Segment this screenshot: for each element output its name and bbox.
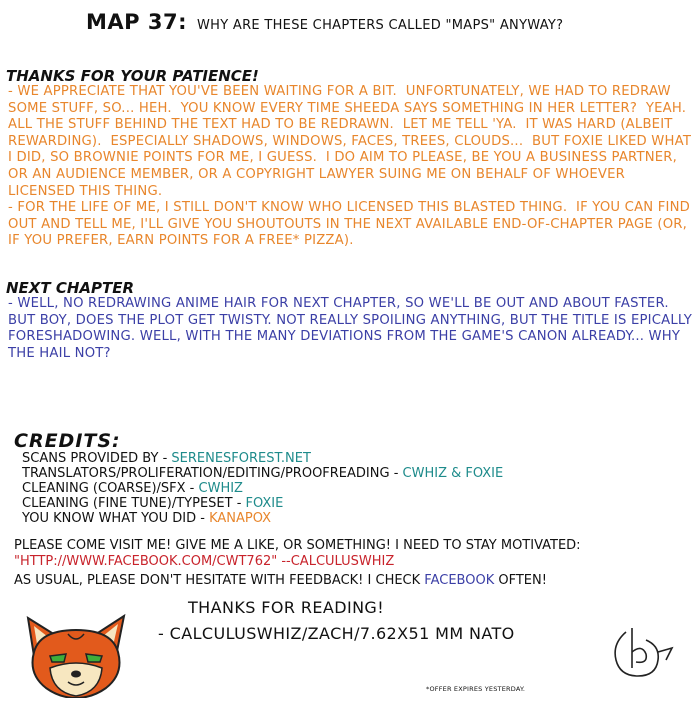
facebook-link[interactable]: "HTTP://WWW.FACEBOOK.COM/CWT762" xyxy=(14,554,278,569)
credit-role: CLEANING (FINE TUNE)/TYPESET - xyxy=(22,496,246,511)
thanks-text: - WE APPRECIATE THAT YOU'VE BEEN WAITING FOR A BIT. UNFORTUNATELY, WE HAD TO REDRAW SOME STUFF, SO... HEH. YOU KNOW EVERY TIME SHEEDA SAYS SOMETHING IN HER LETTER? YEAH. ALL THE STUFF BEHIND THE TEXT HAD TO BE REDRAWN. LET ME TELL 'YA. IT WAS HARD (ALBEIT REWARDING). ESPECIALLY SHADOWS, WINDOWS, FACES, TREES, CLOUDS... BUT FOXIE LIKED WHAT I DID, SO BROWNIE POINTS FOR ME, I GUESS. I DO AIM TO PLEASE, BE YOU A BUSINESS PARTNER, OR AN AUDIENCE MEMBER, OR A COPYRIGHT LAWYER SUING ME ON BEHALF OF WHOEVER LICENSED THIS THING. - FOR THE LIFE OF ME, I STILL DON'T KNOW WHO LICENSED THIS BLASTED THING. IF YOU CAN FIND OUT AND TELL ME, I'LL GIVE YOU SHOUTOUTS IN THE NEXT AVAILABLE END-OF-CHAPTER PAGE (OR, IF YOU PREFER, EARN POINTS FOR A FREE* PIZZA). xyxy=(8,84,692,249)
map-subtitle: WHY ARE THESE CHAPTERS CALLED "MAPS" ANYWAY? xyxy=(196,18,564,33)
credit-line xyxy=(22,511,271,526)
thanks-heading: THANKS FOR YOUR PATIENCE! xyxy=(6,67,259,85)
signature-text: - CALCULUSWHIZ/ZACH/7.62X51 MM NATO xyxy=(158,624,515,643)
credit-role: SCANS PROVIDED BY - xyxy=(22,451,172,466)
map-label: MAP 37: xyxy=(86,10,187,34)
page-title xyxy=(86,10,563,34)
offer-footnote: *OFFER EXPIRES YESTERDAY. xyxy=(426,685,526,693)
next-chapter-text: - WELL, NO REDRAWING ANIME HAIR FOR NEXT CHAPTER, SO WE'LL BE OUT AND ABOUT FASTER. BUT BOY, DOES THE PLOT GET TWISTY. NOT REALLY SPOILING ANYTHING, BUT THE TITLE IS EPICALLY FORESHADOWING. WELL, WITH THE MANY DEVIATIONS FROM THE GAME'S CANON ALREADY... WHY THE HAIL NOT? xyxy=(8,296,692,361)
credits-heading: CREDITS: xyxy=(14,430,121,452)
next-chapter-paragraph xyxy=(8,296,692,362)
credit-role: TRANSLATORS/PROLIFERATION/EDITING/PROOFREADING - xyxy=(22,466,403,481)
credit-line xyxy=(22,466,503,481)
credit-line xyxy=(22,451,311,466)
signature-doodle-icon xyxy=(606,622,678,684)
link-credit: --CALCULUSWHIZ xyxy=(277,554,395,569)
credit-name: FOXIE xyxy=(245,496,284,511)
credit-role: CLEANING (COARSE)/SFX - xyxy=(22,481,199,496)
visit-text: PLEASE COME VISIT ME! GIVE ME A LIKE, OR SOMETHING! I NEED TO STAY MOTIVATED: xyxy=(14,538,581,553)
fox-mascot-icon xyxy=(20,612,132,698)
feedback-pre: AS USUAL, PLEASE DON'T HESITATE WITH FEEDBACK! I CHECK xyxy=(14,573,425,588)
facebook-word-link[interactable]: FACEBOOK xyxy=(424,573,495,588)
credit-line xyxy=(22,481,243,496)
facebook-link-line xyxy=(14,554,394,569)
credit-name: KANAPOX xyxy=(209,511,272,526)
credit-role: YOU KNOW WHAT YOU DID - xyxy=(22,511,210,526)
credit-line xyxy=(22,496,283,511)
thanks-for-reading: THANKS FOR READING! xyxy=(188,598,385,617)
feedback-post: OFTEN! xyxy=(494,573,547,588)
credit-name: CWHIZ & FOXIE xyxy=(402,466,504,481)
feedback-text xyxy=(14,572,690,590)
credit-name: CWHIZ xyxy=(198,481,243,496)
thanks-paragraph xyxy=(8,84,692,250)
credit-name: SERENESFOREST.NET xyxy=(171,451,311,466)
next-chapter-heading: NEXT CHAPTER xyxy=(6,279,135,297)
